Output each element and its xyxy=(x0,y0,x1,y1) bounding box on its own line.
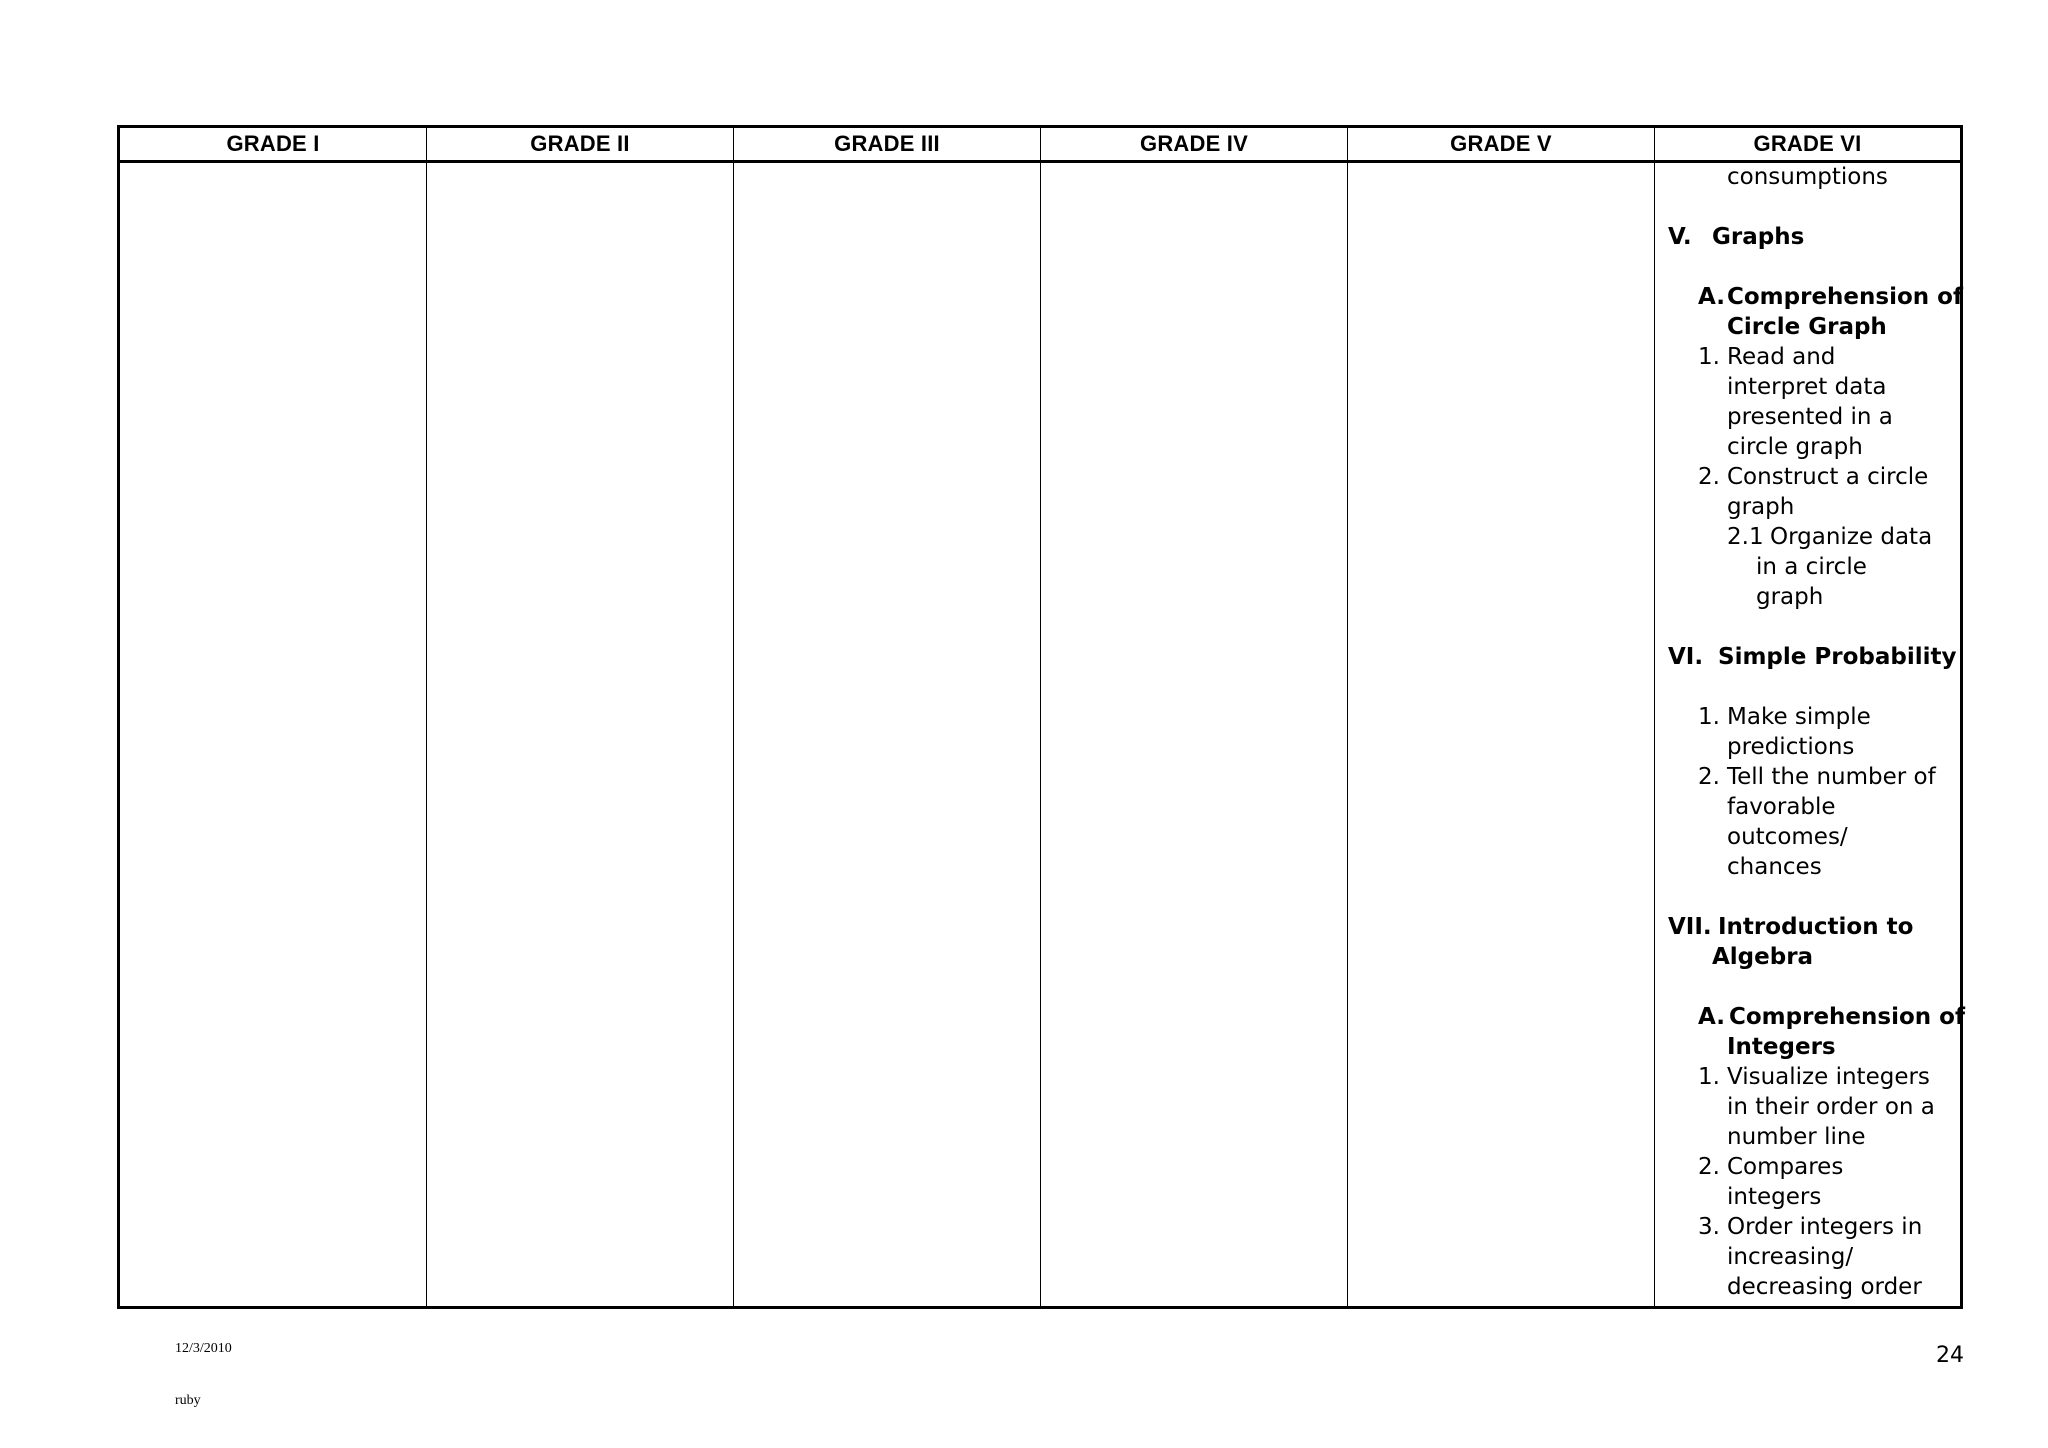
section-vii-numeral: VII. xyxy=(1668,914,1712,940)
circle-item-1-num: 1. xyxy=(1698,344,1720,370)
cell-grade-iv xyxy=(1041,163,1348,1306)
integer-item-3-line-2: increasing/ xyxy=(1727,1244,1854,1270)
section-vi-title: Simple Probability xyxy=(1718,644,1957,670)
header-grade-ii: GRADE II xyxy=(427,128,734,163)
prob-item-2-num: 2. xyxy=(1698,764,1720,790)
cell-grade-ii xyxy=(427,163,734,1306)
circle-sub-line-2: in a circle xyxy=(1756,554,1867,580)
section-v-numeral: V. xyxy=(1668,224,1692,250)
curriculum-table xyxy=(117,125,1963,1309)
prob-item-2-line-4: chances xyxy=(1727,854,1822,880)
header-grade-iv: GRADE IV xyxy=(1041,128,1348,163)
integer-item-1-line-3: number line xyxy=(1727,1124,1866,1150)
cell-grade-v xyxy=(1348,163,1655,1306)
circle-item-1-line-3: presented in a xyxy=(1727,404,1893,430)
prob-item-2-line-1: Tell the number of xyxy=(1727,764,1936,790)
cell-grade-i xyxy=(120,163,427,1306)
integer-item-3-line-3: decreasing order xyxy=(1727,1274,1922,1300)
header-grade-vi: GRADE VI xyxy=(1655,128,1960,163)
sub-a-circle-title-1: Comprehension of xyxy=(1727,284,1963,310)
prob-item-2-line-3: outcomes/ xyxy=(1727,824,1848,850)
cell-grade-iii xyxy=(734,163,1041,1306)
footer-date: 12/3/2010 xyxy=(175,1341,232,1356)
integer-item-3-num: 3. xyxy=(1698,1214,1720,1240)
integer-item-2-line-2: integers xyxy=(1727,1184,1822,1210)
integer-item-1-line-1: Visualize integers xyxy=(1727,1064,1930,1090)
section-vii-title-2: Algebra xyxy=(1712,944,1814,970)
prob-item-2-line-2: favorable xyxy=(1727,794,1836,820)
sub-a-integers-title-1: Comprehension of xyxy=(1729,1004,1965,1030)
section-vi-numeral: VI. xyxy=(1668,644,1704,670)
circle-sub-num: 2.1 xyxy=(1727,524,1764,550)
footer-author: ruby xyxy=(175,1393,201,1408)
page-number: 24 xyxy=(1936,1343,1964,1368)
header-grade-iii: GRADE III xyxy=(734,128,1041,163)
integer-item-2-line-1: Compares xyxy=(1727,1154,1844,1180)
prob-item-1-num: 1. xyxy=(1698,704,1720,730)
header-grade-i: GRADE I xyxy=(120,128,427,163)
prob-item-1-line-2: predictions xyxy=(1727,734,1855,760)
circle-item-2-line-2: graph xyxy=(1727,494,1795,520)
circle-item-1-line-1: Read and xyxy=(1727,344,1836,370)
integer-item-1-num: 1. xyxy=(1698,1064,1720,1090)
sub-a-circle-title-2: Circle Graph xyxy=(1727,314,1887,340)
continued-text: consumptions xyxy=(1727,164,1888,190)
circle-sub-line-1: Organize data xyxy=(1770,524,1933,550)
circle-item-1-line-4: circle graph xyxy=(1727,434,1863,460)
sub-a-circle-letter: A. xyxy=(1698,284,1725,310)
integer-item-2-num: 2. xyxy=(1698,1154,1720,1180)
sub-a-integers-title-2: Integers xyxy=(1727,1034,1836,1060)
integer-item-1-line-2: in their order on a xyxy=(1727,1094,1935,1120)
sub-a-integers-letter: A. xyxy=(1698,1004,1725,1030)
cell-grade-vi xyxy=(1655,163,1965,1306)
circle-sub-line-3: graph xyxy=(1756,584,1824,610)
section-v-title: Graphs xyxy=(1712,224,1805,250)
circle-item-2-line-1: Construct a circle xyxy=(1727,464,1929,490)
circle-item-1-line-2: interpret data xyxy=(1727,374,1887,400)
integer-item-3-line-1: Order integers in xyxy=(1727,1214,1923,1240)
circle-item-2-num: 2. xyxy=(1698,464,1720,490)
header-grade-v: GRADE V xyxy=(1348,128,1655,163)
prob-item-1-line-1: Make simple xyxy=(1727,704,1871,730)
section-vii-title-1: Introduction to xyxy=(1718,914,1914,940)
